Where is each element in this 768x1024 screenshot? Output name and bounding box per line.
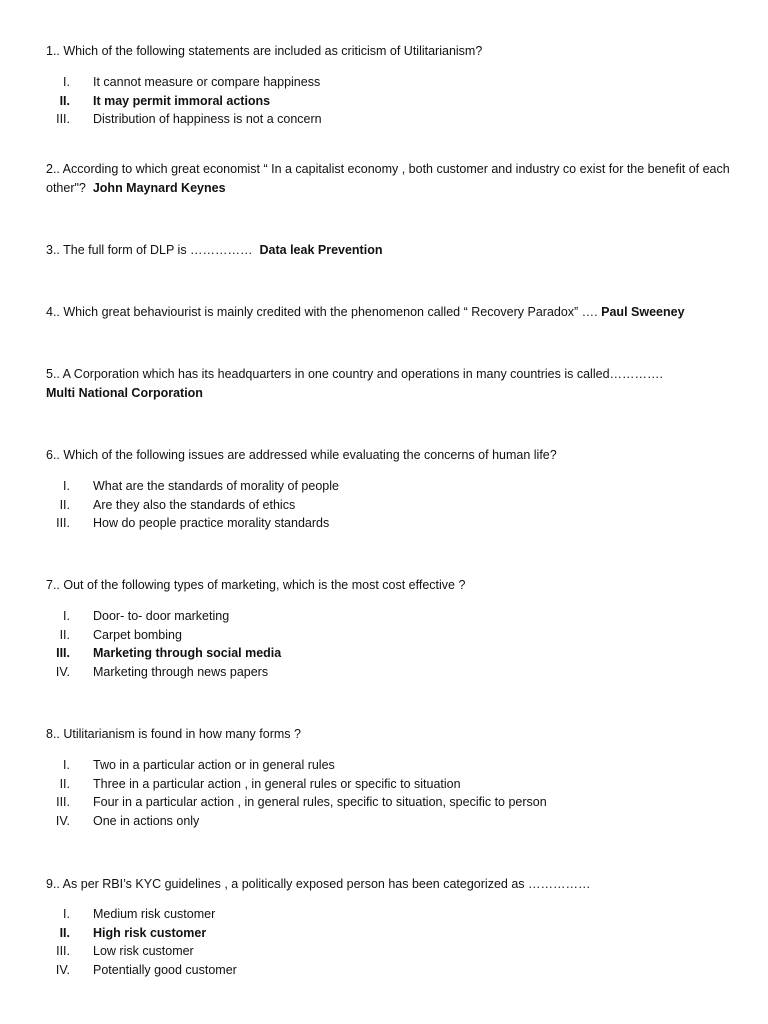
question-4 bbox=[46, 303, 736, 322]
question-2 bbox=[46, 160, 736, 198]
question-8-options bbox=[46, 756, 736, 831]
question-1 bbox=[46, 42, 736, 61]
option-number: I. bbox=[63, 479, 70, 493]
option-item bbox=[46, 756, 736, 775]
option-number: IV. bbox=[55, 665, 70, 680]
option-item bbox=[46, 905, 736, 924]
option-number: IV. bbox=[55, 814, 70, 829]
question-text: 4.. Which great behaviourist is mainly credited with the phenomenon called “ Recovery Paradox” …. bbox=[46, 305, 598, 319]
question-text: 5.. A Corporation which has its headquarters in one country and operations in many countries is called…………. bbox=[46, 367, 663, 381]
question-1-options bbox=[46, 73, 736, 129]
option-text: Two in a particular action or in general rules bbox=[93, 758, 335, 772]
option-text: Are they also the standards of ethics bbox=[93, 497, 296, 512]
option-text: Medium risk customer bbox=[93, 907, 216, 921]
option-item bbox=[46, 793, 736, 812]
option-number: III. bbox=[56, 112, 70, 127]
option-number: I. bbox=[63, 907, 70, 921]
option-number: II. bbox=[59, 627, 70, 642]
question-9 bbox=[46, 875, 736, 894]
question-9-options bbox=[46, 905, 736, 980]
question-3 bbox=[46, 241, 736, 260]
option-text: Carpet bombing bbox=[93, 627, 182, 642]
option-item bbox=[46, 514, 736, 533]
option-number: II. bbox=[59, 776, 70, 791]
question-6-options bbox=[46, 477, 736, 533]
option-number: II. bbox=[59, 925, 70, 940]
option-item bbox=[46, 496, 736, 515]
question-text: 1.. Which of the following statements are included as criticism of Utilitarianism? bbox=[46, 44, 483, 58]
option-item bbox=[46, 73, 736, 92]
question-text: 6.. Which of the following issues are addressed while evaluating the concerns of human life? bbox=[46, 448, 557, 462]
option-number: III. bbox=[56, 516, 70, 531]
option-text: Distribution of happiness is not a concern bbox=[93, 112, 322, 127]
option-text: Marketing through social media bbox=[93, 646, 282, 661]
option-item bbox=[46, 812, 736, 831]
option-number: III. bbox=[56, 944, 70, 959]
option-item-answer bbox=[46, 924, 736, 943]
option-number: III. bbox=[56, 646, 70, 661]
option-item bbox=[46, 607, 736, 626]
option-text: It may permit immoral actions bbox=[93, 93, 271, 108]
option-text: Door- to- door marketing bbox=[93, 609, 230, 623]
question-8 bbox=[46, 725, 736, 744]
option-item-answer bbox=[46, 92, 736, 111]
answer-text: Paul Sweeney bbox=[601, 305, 685, 319]
option-text: Three in a particular action , in general rules or specific to situation bbox=[93, 776, 461, 791]
question-text: 7.. Out of the following types of marketing, which is the most cost effective ? bbox=[46, 578, 466, 592]
option-item-answer bbox=[46, 644, 736, 663]
answer-text: Data leak Prevention bbox=[259, 243, 383, 257]
option-item bbox=[46, 626, 736, 645]
option-text: Four in a particular action , in general rules, specific to situation, specific to person bbox=[93, 795, 547, 810]
option-number: I. bbox=[63, 609, 70, 623]
option-text: It cannot measure or compare happiness bbox=[93, 75, 321, 89]
option-item bbox=[46, 477, 736, 496]
question-text: 3.. The full form of DLP is …………… bbox=[46, 243, 253, 257]
option-item bbox=[46, 775, 736, 794]
question-text: 2.. According to which great economist “ In a capitalist economy , both customer and industry co exist for the benefit of each other"? bbox=[46, 162, 730, 195]
option-item bbox=[46, 942, 736, 961]
question-7 bbox=[46, 576, 736, 595]
question-5 bbox=[46, 365, 736, 403]
option-item bbox=[46, 663, 736, 682]
question-6 bbox=[46, 446, 736, 465]
option-text: Low risk customer bbox=[93, 944, 194, 959]
option-number: IV. bbox=[55, 963, 70, 978]
answer-text: John Maynard Keynes bbox=[92, 181, 226, 195]
option-number: III. bbox=[56, 795, 70, 810]
option-item bbox=[46, 961, 736, 980]
option-text: High risk customer bbox=[93, 925, 207, 940]
question-text: 9.. As per RBI’s KYC guidelines , a politically exposed person has been categorized as …………… bbox=[46, 877, 591, 891]
option-text: Marketing through news papers bbox=[93, 665, 269, 680]
option-number: II. bbox=[59, 497, 70, 512]
option-text: Potentially good customer bbox=[93, 963, 237, 978]
option-number: I. bbox=[63, 758, 70, 772]
question-7-options bbox=[46, 607, 736, 682]
option-number: II. bbox=[59, 93, 70, 108]
question-text: 8.. Utilitarianism is found in how many forms ? bbox=[46, 727, 301, 741]
option-text: One in actions only bbox=[93, 814, 200, 829]
option-number: I. bbox=[63, 75, 70, 89]
answer-text: Multi National Corporation bbox=[46, 386, 203, 400]
option-text: How do people practice morality standards bbox=[93, 516, 330, 531]
option-item bbox=[46, 110, 736, 129]
option-text: What are the standards of morality of people bbox=[93, 479, 339, 493]
